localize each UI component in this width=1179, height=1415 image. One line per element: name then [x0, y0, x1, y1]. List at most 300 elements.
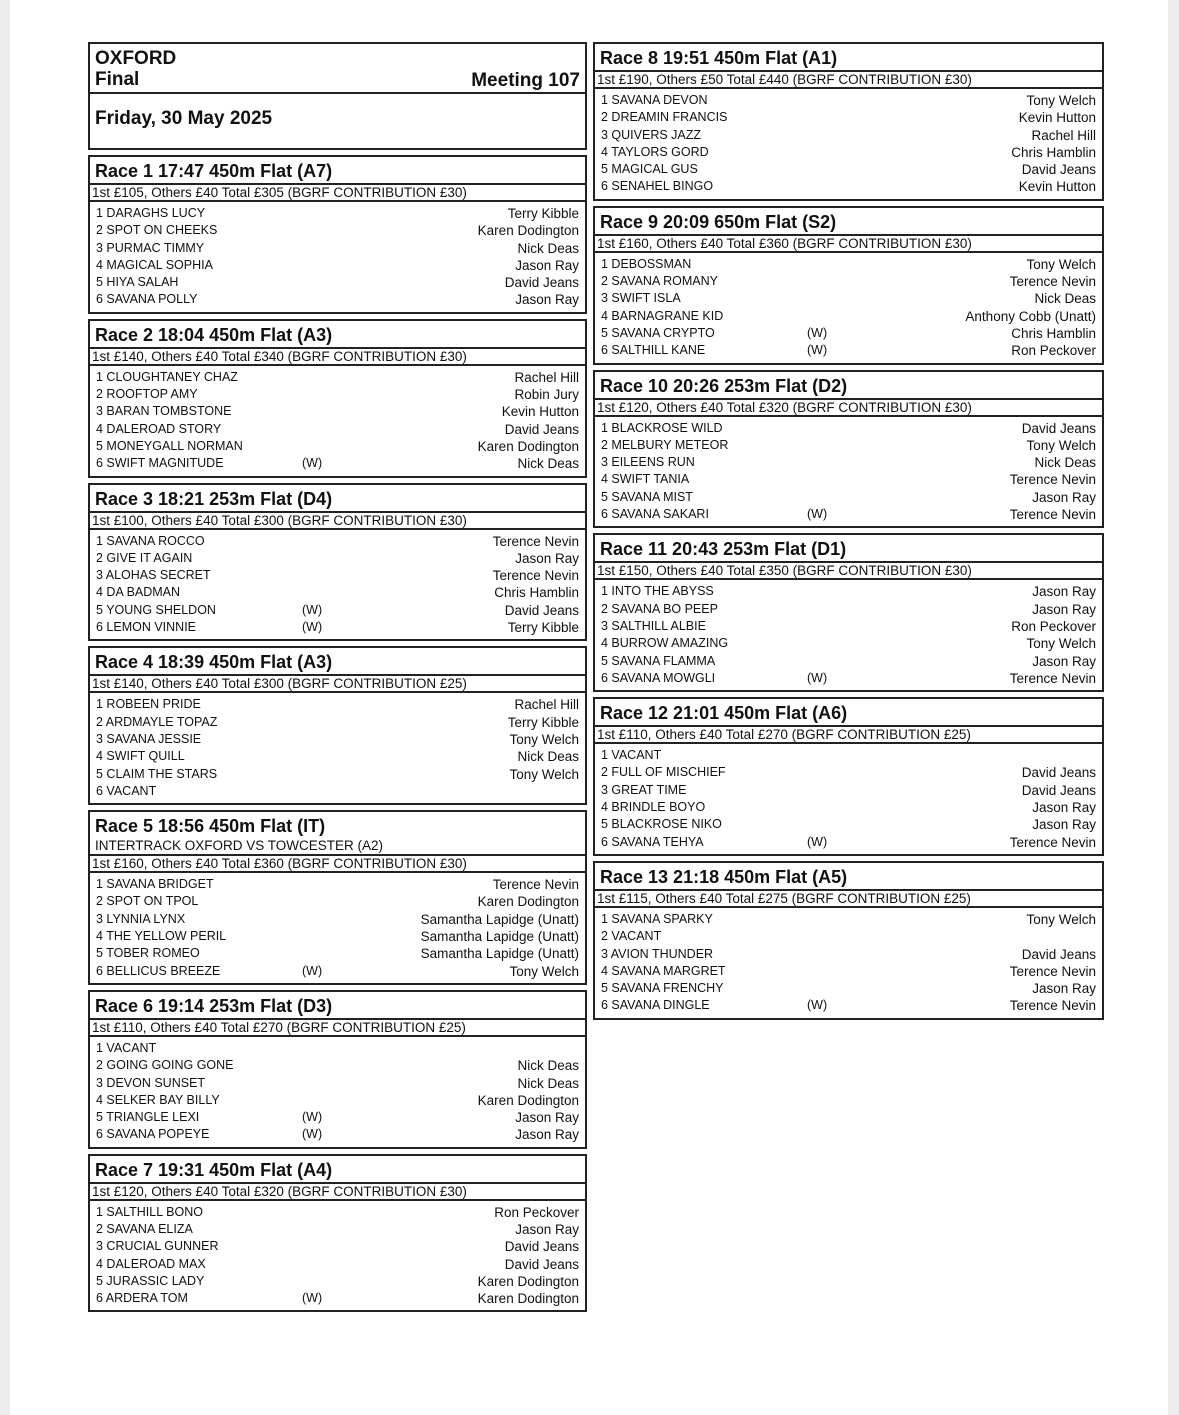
runner-name: 1 DARAGHS LUCY: [96, 206, 206, 220]
runner-name: 1 SAVANA BRIDGET: [96, 877, 214, 892]
runner-name: 5 SAVANA FRENCHY: [601, 981, 724, 996]
runner-reserve-flag: (W): [807, 834, 828, 849]
left-column: [88, 42, 587, 1312]
runner-list: [88, 871, 587, 985]
runner-name: 2 VACANT: [601, 929, 662, 944]
runner-list: [593, 87, 1104, 201]
runner-name: 6 VACANT: [96, 783, 157, 798]
runner-row: [601, 420, 1096, 437]
runner-reserve-flag: (W): [302, 1127, 323, 1142]
runner-trainer: Terence Nevin: [492, 568, 579, 584]
runner-trainer: Tony Welch: [509, 731, 579, 747]
race-title: [593, 533, 1104, 563]
race-heading: Race 2 18:04 450m Flat (A3): [95, 324, 333, 345]
runner-trainer: David Jeans: [1021, 162, 1096, 178]
runner-row: [601, 92, 1096, 109]
runner-name: 5 MAGICAL GUS: [601, 162, 698, 177]
runner-trainer: Karen Dodington: [477, 894, 579, 910]
race-heading: Race 7 19:31 450m Flat (A4): [95, 1159, 333, 1180]
runner-row: [601, 325, 1096, 342]
runner-trainer: Tony Welch: [509, 963, 579, 979]
runner-name: 5 BLACKROSE NIKO: [601, 817, 722, 832]
runner-name: 6 SAVANA SAKARI: [601, 507, 709, 522]
runner-trainer: Karen Dodington: [477, 1273, 579, 1289]
runner-row: [96, 928, 579, 945]
runner-trainer: Terence Nevin: [1009, 670, 1096, 686]
race-prize-money: 1st £120, Others £40 Total £320 (BGRF CONTRIBUTION £30): [88, 1184, 587, 1199]
runner-name: 1 SAVANA DEVON: [601, 93, 708, 107]
race-subtitle: INTERTRACK OXFORD VS TOWCESTER (A2): [95, 838, 384, 854]
runner-trainer: Jason Ray: [1032, 800, 1096, 816]
runner-trainer: Samantha Lapidge (Unatt): [420, 929, 579, 945]
runner-trainer: Tony Welch: [1026, 911, 1096, 927]
runner-trainer: Tony Welch: [1026, 256, 1096, 272]
runner-name: 3 LYNNIA LYNX: [96, 911, 186, 926]
race-block: [593, 861, 1104, 1020]
runner-trainer: Terence Nevin: [1009, 274, 1096, 290]
runner-list: [593, 906, 1104, 1020]
runner-name: 4 DALEROAD STORY: [96, 421, 222, 436]
runner-name: 2 FULL OF MISCHIEF: [601, 765, 726, 780]
runner-trainer: Nick Deas: [1034, 455, 1096, 471]
runner-row: [96, 455, 579, 472]
runner-name: 4 SAVANA MARGRET: [601, 963, 726, 978]
runner-row: [601, 618, 1096, 635]
runner-row: [601, 178, 1096, 195]
runner-row: [96, 1204, 579, 1221]
runner-name: 4 MAGICAL SOPHIA: [96, 257, 213, 272]
runner-name: 4 TAYLORS GORD: [601, 144, 709, 159]
runner-row: [96, 893, 579, 910]
race-prize-money: 1st £140, Others £40 Total £340 (BGRF CONTRIBUTION £30): [88, 349, 587, 364]
runner-row: [601, 489, 1096, 506]
runner-name: 2 GIVE IT AGAIN: [96, 550, 193, 565]
runner-row: [96, 766, 579, 783]
runner-row: [601, 635, 1096, 652]
race-title: [593, 697, 1104, 727]
runner-row: [96, 748, 579, 765]
runner-trainer: Jason Ray: [1032, 653, 1096, 669]
runner-row: [96, 783, 579, 800]
runner-row: [601, 437, 1096, 454]
race-prize-money: 1st £110, Others £40 Total £270 (BGRF CONTRIBUTION £25): [88, 1020, 587, 1035]
race-heading: Race 1 17:47 450m Flat (A7): [95, 161, 333, 181]
race-title: [593, 42, 1104, 72]
runner-row: [96, 1126, 579, 1143]
runner-trainer: Terry Kibble: [507, 714, 579, 730]
runner-list: [88, 528, 587, 642]
runner-row: [96, 1109, 579, 1126]
runner-list: [593, 251, 1104, 365]
runner-row: [96, 696, 579, 713]
runner-row: [96, 386, 579, 403]
runner-row: [96, 291, 579, 308]
runner-name: 2 ARDMAYLE TOPAZ: [96, 714, 218, 729]
runner-row: [96, 369, 579, 386]
runner-name: 2 SAVANA ELIZA: [96, 1221, 193, 1236]
runner-row: [96, 205, 579, 222]
runner-trainer: Karen Dodington: [477, 1092, 579, 1108]
runner-name: 3 SALTHILL ALBIE: [601, 618, 706, 633]
runner-trainer: Tony Welch: [1026, 93, 1096, 108]
runner-row: [96, 911, 579, 928]
race-heading: Race 5 18:56 450m Flat (IT): [95, 816, 326, 837]
runner-trainer: Jason Ray: [1032, 981, 1096, 997]
runner-row: [96, 945, 579, 962]
runner-trainer: Kevin Hutton: [1018, 110, 1096, 126]
runner-trainer: Kevin Hutton: [501, 404, 579, 420]
runner-row: [601, 980, 1096, 997]
runner-trainer: Jason Ray: [515, 1110, 579, 1126]
runner-trainer: David Jeans: [1021, 420, 1096, 436]
runner-row: [601, 601, 1096, 618]
runner-name: 2 SPOT ON CHEEKS: [96, 223, 218, 238]
runner-row: [601, 161, 1096, 178]
runner-list: [88, 691, 587, 805]
runner-row: [601, 764, 1096, 781]
runner-name: 4 THE YELLOW PERIL: [96, 929, 227, 944]
runner-trainer: Tony Welch: [1026, 636, 1096, 652]
runner-row: [96, 1256, 579, 1273]
runner-row: [96, 602, 579, 619]
runner-name: 5 SAVANA FLAMMA: [601, 653, 716, 668]
runner-reserve-flag: (W): [302, 963, 323, 978]
race-title: [593, 370, 1104, 400]
runner-name: 3 PURMAC TIMMY: [96, 240, 205, 255]
runner-name: 1 VACANT: [96, 1040, 157, 1055]
race-title: [88, 155, 587, 185]
runner-list: [88, 1199, 587, 1313]
runner-row: [601, 256, 1096, 273]
left-race-list: [88, 155, 587, 1312]
runner-trainer: Nick Deas: [517, 456, 579, 472]
runner-name: 1 BLACKROSE WILD: [601, 420, 723, 435]
right-race-list: [593, 42, 1104, 1020]
runner-name: 3 BARAN TOMBSTONE: [96, 404, 232, 419]
runner-name: 6 LEMON VINNIE: [96, 620, 197, 635]
runner-trainer: Nick Deas: [517, 1075, 579, 1091]
runner-name: 6 SAVANA DINGLE: [601, 998, 710, 1013]
runner-trainer: David Jeans: [1021, 765, 1096, 781]
runner-name: 5 TOBER ROMEO: [96, 946, 200, 961]
race-heading: Race 9 20:09 650m Flat (S2): [600, 211, 837, 232]
runner-name: 3 SAVANA JESSIE: [96, 731, 202, 746]
runner-list: [88, 1035, 587, 1149]
runner-name: 2 MELBURY METEOR: [601, 437, 729, 452]
runner-name: 1 DEBOSSMAN: [601, 256, 692, 271]
runner-trainer: Nick Deas: [517, 240, 579, 256]
race-heading: Race 8 19:51 450m Flat (A1): [600, 48, 838, 68]
runner-name: 3 SWIFT ISLA: [601, 291, 681, 306]
runner-row: [601, 782, 1096, 799]
race-block: [88, 990, 587, 1149]
race-block: [593, 370, 1104, 529]
race-title: [88, 810, 587, 856]
runner-trainer: Terry Kibble: [507, 206, 579, 221]
runner-trainer: David Jeans: [504, 1239, 579, 1255]
runner-name: 6 SENAHEL BINGO: [601, 179, 714, 194]
runner-row: [96, 533, 579, 550]
runner-list: [593, 415, 1104, 529]
runner-name: 6 ARDERA TOM: [96, 1291, 188, 1306]
runner-trainer: Jason Ray: [1032, 489, 1096, 505]
runner-trainer: Terence Nevin: [1009, 472, 1096, 488]
runner-reserve-flag: (W): [807, 343, 828, 358]
runner-name: 3 DEVON SUNSET: [96, 1075, 206, 1090]
runner-row: [96, 731, 579, 748]
runner-name: 2 DREAMIN FRANCIS: [601, 110, 728, 125]
runner-trainer: David Jeans: [504, 421, 579, 437]
race-heading: Race 12 21:01 450m Flat (A6): [600, 703, 848, 724]
runner-trainer: Nick Deas: [517, 1058, 579, 1074]
runner-trainer: Karen Dodington: [477, 1291, 579, 1307]
runner-name: 4 BURROW AMAZING: [601, 636, 729, 651]
meeting-status: Final: [95, 69, 140, 90]
race-title: [88, 319, 587, 349]
runner-trainer: Rachel Hill: [514, 369, 579, 385]
race-title: [593, 861, 1104, 891]
runner-name: 5 TRIANGLE LEXI: [96, 1110, 200, 1125]
runner-row: [601, 816, 1096, 833]
runner-trainer: Terence Nevin: [1009, 507, 1096, 523]
runner-row: [601, 308, 1096, 325]
runner-row: [601, 963, 1096, 980]
runner-row: [96, 714, 579, 731]
runner-row: [96, 1238, 579, 1255]
runner-row: [96, 876, 579, 893]
race-heading: Race 4 18:39 450m Flat (A3): [95, 652, 333, 673]
runner-trainer: Jason Ray: [515, 257, 579, 273]
runner-row: [601, 127, 1096, 144]
runner-trainer: Tony Welch: [509, 766, 579, 782]
race-heading: Race 10 20:26 253m Flat (D2): [600, 375, 848, 396]
runner-name: 1 SALTHILL BONO: [96, 1204, 203, 1219]
runner-row: [96, 567, 579, 584]
runner-name: 3 QUIVERS JAZZ: [601, 127, 702, 142]
runner-row: [601, 997, 1096, 1014]
runner-row: [96, 963, 579, 980]
runner-name: 2 SAVANA ROMANY: [601, 274, 718, 289]
runner-trainer: Terence Nevin: [1009, 998, 1096, 1014]
runner-trainer: Nick Deas: [517, 749, 579, 765]
runner-name: 6 SAVANA TEHYA: [601, 834, 704, 849]
runner-row: [96, 1075, 579, 1092]
runner-reserve-flag: (W): [302, 1291, 323, 1306]
runner-trainer: Samantha Lapidge (Unatt): [420, 911, 579, 927]
race-block: [88, 1154, 587, 1313]
runner-trainer: Tony Welch: [1026, 437, 1096, 453]
meeting-city: OXFORD: [95, 48, 177, 69]
runner-name: 1 SAVANA SPARKY: [601, 911, 713, 926]
runner-row: [96, 1221, 579, 1238]
race-block: [88, 810, 587, 985]
race-prize-money: 1st £105, Others £40 Total £305 (BGRF CONTRIBUTION £30): [88, 185, 587, 200]
runner-trainer: Terence Nevin: [492, 533, 579, 549]
runner-name: 5 MONEYGALL NORMAN: [96, 438, 243, 453]
runner-trainer: David Jeans: [1021, 782, 1096, 798]
runner-row: [96, 257, 579, 274]
race-title: [593, 206, 1104, 236]
runner-name: 5 HIYA SALAH: [96, 275, 179, 290]
runner-trainer: Rachel Hill: [1031, 127, 1096, 143]
meeting-number: Meeting 107: [471, 70, 580, 91]
runner-trainer: Karen Dodington: [477, 223, 579, 239]
runner-reserve-flag: (W): [302, 602, 323, 617]
runner-row: [601, 911, 1096, 928]
runner-row: [601, 653, 1096, 670]
race-block: [88, 155, 587, 314]
race-heading: Race 13 21:18 450m Flat (A5): [600, 866, 848, 887]
race-title: [88, 646, 587, 676]
runner-name: 5 SAVANA CRYPTO: [601, 325, 715, 340]
racecard-page: [10, 0, 1168, 1415]
runner-list: [88, 200, 587, 314]
meeting-date: Friday, 30 May 2025: [88, 94, 587, 150]
runner-trainer: Jason Ray: [515, 550, 579, 566]
race-block: [88, 483, 587, 642]
runner-row: [96, 1057, 579, 1074]
runner-row: [601, 747, 1096, 764]
runner-trainer: Robin Jury: [514, 387, 579, 403]
runner-name: 1 SAVANA ROCCO: [96, 533, 205, 548]
runner-name: 1 VACANT: [601, 748, 662, 763]
runner-name: 4 BARNAGRANE KID: [601, 308, 724, 323]
runner-reserve-flag: (W): [302, 620, 323, 635]
runner-name: 6 SAVANA MOWGLI: [601, 670, 716, 685]
race-prize-money: 1st £140, Others £40 Total £300 (BGRF CONTRIBUTION £25): [88, 676, 587, 691]
runner-row: [601, 799, 1096, 816]
runner-name: 6 BELLICUS BREEZE: [96, 963, 221, 978]
runner-name: 5 JURASSIC LADY: [96, 1273, 205, 1288]
runner-list: [593, 742, 1104, 856]
runner-name: 3 AVION THUNDER: [601, 946, 714, 961]
runner-name: 1 ROBEEN PRIDE: [96, 697, 201, 712]
runner-name: 6 SALTHILL KANE: [601, 343, 706, 358]
runner-trainer: Jason Ray: [515, 292, 579, 308]
runner-row: [601, 454, 1096, 471]
runner-row: [96, 1290, 579, 1307]
runner-reserve-flag: (W): [807, 507, 828, 522]
runner-trainer: Chris Hamblin: [494, 585, 579, 601]
runner-row: [601, 342, 1096, 359]
race-block: [593, 697, 1104, 856]
runner-row: [601, 471, 1096, 488]
runner-row: [601, 144, 1096, 161]
runner-trainer: Jason Ray: [515, 1221, 579, 1237]
runner-name: 4 DALEROAD MAX: [96, 1256, 206, 1271]
race-prize-money: 1st £160, Others £40 Total £360 (BGRF CONTRIBUTION £30): [88, 856, 587, 871]
runner-list: [593, 578, 1104, 692]
runner-row: [601, 109, 1096, 126]
race-title: [88, 483, 587, 513]
runner-trainer: Jason Ray: [1032, 601, 1096, 617]
meeting-header: [88, 42, 587, 94]
runner-name: 3 ALOHAS SECRET: [96, 568, 211, 583]
runner-name: 4 DA BADMAN: [96, 585, 181, 600]
runner-row: [601, 670, 1096, 687]
runner-trainer: David Jeans: [504, 275, 579, 291]
runner-row: [96, 274, 579, 291]
runner-trainer: Terry Kibble: [507, 620, 579, 636]
runner-trainer: Rachel Hill: [514, 697, 579, 713]
runner-trainer: Jason Ray: [1032, 584, 1096, 600]
race-heading: Race 6 19:14 253m Flat (D3): [95, 995, 333, 1016]
runner-row: [96, 550, 579, 567]
race-prize-money: 1st £190, Others £50 Total £440 (BGRF CONTRIBUTION £30): [593, 72, 1104, 87]
runner-name: 2 ROOFTOP AMY: [96, 387, 198, 402]
runner-name: 1 INTO THE ABYSS: [601, 584, 714, 599]
runner-trainer: Ron Peckover: [1011, 343, 1096, 359]
runner-trainer: David Jeans: [504, 1256, 579, 1272]
runner-trainer: Terence Nevin: [1009, 834, 1096, 850]
runner-name: 2 SPOT ON TPOL: [96, 894, 199, 909]
runner-row: [96, 1092, 579, 1109]
runner-name: 5 SAVANA MIST: [601, 489, 693, 504]
runner-trainer: Kevin Hutton: [1018, 179, 1096, 195]
runner-reserve-flag: (W): [807, 998, 828, 1013]
race-prize-money: 1st £115, Others £40 Total £275 (BGRF CONTRIBUTION £25): [593, 891, 1104, 906]
runner-name: 4 SWIFT TANIA: [601, 472, 690, 487]
runner-trainer: Anthony Cobb (Unatt): [965, 308, 1096, 324]
runner-row: [96, 1273, 579, 1290]
runner-row: [96, 1040, 579, 1057]
runner-trainer: Jason Ray: [515, 1127, 579, 1143]
runner-trainer: Ron Peckover: [494, 1204, 579, 1220]
runner-trainer: Chris Hamblin: [1011, 325, 1096, 341]
runner-row: [96, 222, 579, 239]
runner-trainer: Terence Nevin: [1009, 963, 1096, 979]
runner-trainer: Jason Ray: [1032, 817, 1096, 833]
runner-trainer: David Jeans: [1021, 946, 1096, 962]
runner-row: [96, 438, 579, 455]
race-heading: Race 11 20:43 253m Flat (D1): [600, 539, 847, 560]
runner-row: [601, 928, 1096, 945]
race-heading: Race 3 18:21 253m Flat (D4): [95, 488, 333, 509]
race-prize-money: 1st £100, Others £40 Total £300 (BGRF CONTRIBUTION £30): [88, 513, 587, 528]
runner-name: 5 YOUNG SHELDON: [96, 602, 216, 617]
runner-trainer: Chris Hamblin: [1011, 144, 1096, 160]
race-prize-money: 1st £160, Others £40 Total £360 (BGRF CONTRIBUTION £30): [593, 236, 1104, 251]
runner-reserve-flag: (W): [807, 325, 828, 340]
race-title: [88, 1154, 587, 1184]
runner-name: 4 SWIFT QUILL: [96, 749, 185, 764]
runner-name: 5 CLAIM THE STARS: [96, 766, 218, 781]
race-block: [593, 533, 1104, 692]
runner-name: 4 BRINDLE BOYO: [601, 800, 706, 815]
runner-trainer: Terence Nevin: [492, 877, 579, 893]
runner-name: 6 SAVANA POLLY: [96, 292, 198, 307]
runner-name: 3 GREAT TIME: [601, 782, 687, 797]
runner-row: [601, 583, 1096, 600]
race-title: [88, 990, 587, 1020]
runner-trainer: Ron Peckover: [1011, 618, 1096, 634]
runner-name: 3 EILEENS RUN: [601, 455, 695, 470]
race-block: [88, 319, 587, 478]
runner-row: [96, 421, 579, 438]
runner-name: 6 SAVANA POPEYE: [96, 1127, 210, 1142]
race-prize-money: 1st £120, Others £40 Total £320 (BGRF CONTRIBUTION £30): [593, 400, 1104, 415]
runner-reserve-flag: (W): [807, 670, 828, 685]
runner-trainer: Samantha Lapidge (Unatt): [420, 946, 579, 962]
runner-reserve-flag: (W): [302, 1110, 323, 1125]
runner-row: [96, 403, 579, 420]
runner-row: [96, 584, 579, 601]
runner-name: 3 CRUCIAL GUNNER: [96, 1239, 219, 1254]
runner-row: [601, 506, 1096, 523]
race-block: [88, 646, 587, 805]
race-block: [593, 206, 1104, 365]
runner-row: [96, 240, 579, 257]
